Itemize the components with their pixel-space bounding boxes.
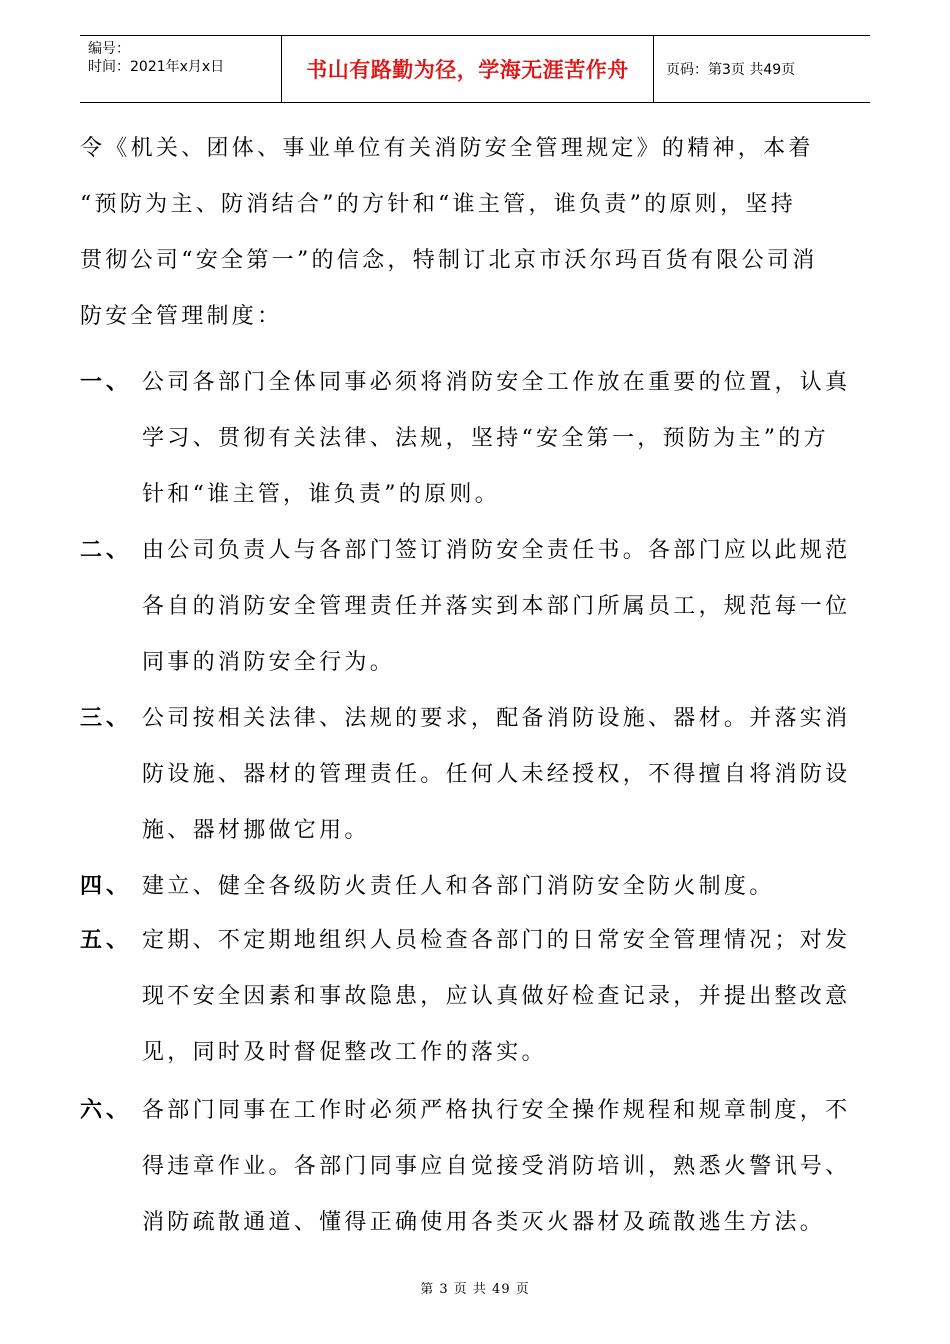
- item-line: 各自的消防安全管理责任并落实到本部门所属员工，规范每一位: [142, 594, 851, 619]
- item-line: 见，同时及时督促整改工作的落实。: [142, 1040, 547, 1065]
- item-line: 同事的消防安全行为。: [142, 650, 396, 675]
- item-line: 施、器材挪做它用。: [142, 818, 370, 843]
- item-line: 公司各部门全体同事必须将消防安全工作放在重要的位置，认真: [142, 370, 851, 395]
- header-motto-cell: [282, 36, 654, 102]
- item-line: 由公司负责人与各部门签订消防安全责任书。各部门应以此规范: [142, 538, 851, 563]
- page-info-text: 页码：第3页 共49页: [666, 62, 796, 78]
- item-line: 现不安全因素和事故隐患，应认真做好检查记录，并提出整改意: [142, 984, 851, 1009]
- intro-line: 令《机关、团体、事业单位有关消防安全管理规定》的精神，本着: [80, 136, 814, 161]
- code-label: 编号：: [88, 41, 130, 57]
- item-line: 建立、健全各级防火责任人和各部门消防安全防火制度。: [142, 874, 775, 899]
- item-line: 各部门同事在工作时必须严格执行安全操作规程和规章制度，不: [142, 1098, 851, 1123]
- intro-line: “预防为主、防消结合”的方针和“谁主管，谁负责”的原则，坚持: [80, 192, 796, 217]
- header-meta: [80, 36, 282, 102]
- item-number: 五、: [80, 928, 133, 953]
- motto-text: 书山有路勤为径，学海无涯苦作舟: [306, 58, 629, 82]
- page-footer: [0, 1278, 950, 1297]
- footer-page-number: 第 3 页 共 49 页: [420, 1282, 530, 1297]
- item-number: 二、: [80, 538, 133, 563]
- date-label: 时间：2021年x月x日: [88, 59, 225, 75]
- item-line: 公司按相关法律、法规的要求，配备消防设施、器材。并落实消: [142, 706, 851, 731]
- header-page-info: [654, 36, 870, 102]
- item-line: 学习、贯彻有关法律、法规，坚持“安全第一，预防为主”的方: [142, 426, 829, 451]
- item-line: 防设施、器材的管理责任。任何人未经授权，不得擅自将消防设: [142, 762, 851, 787]
- item-line: 针和“谁主管，谁负责”的原则。: [142, 482, 500, 507]
- item-number: 一、: [80, 370, 133, 395]
- item-number: 六、: [80, 1098, 133, 1123]
- item-line: 消防疏散通道、懂得正确使用各类灭火器材及疏散逃生方法。: [142, 1210, 826, 1235]
- item-number: 四、: [80, 874, 133, 899]
- intro-line: 防安全管理制度：: [80, 304, 283, 329]
- item-number: 三、: [80, 706, 133, 731]
- page-header: [80, 35, 870, 103]
- intro-line: 贯彻公司“安全第一”的信念，特制订北京市沃尔玛百货有限公司消: [80, 248, 818, 273]
- item-line: 定期、不定期地组织人员检查各部门的日常安全管理情况；对发: [142, 928, 851, 953]
- item-line: 得违章作业。各部门同事应自觉接受消防培训，熟悉火警讯号、: [142, 1154, 851, 1179]
